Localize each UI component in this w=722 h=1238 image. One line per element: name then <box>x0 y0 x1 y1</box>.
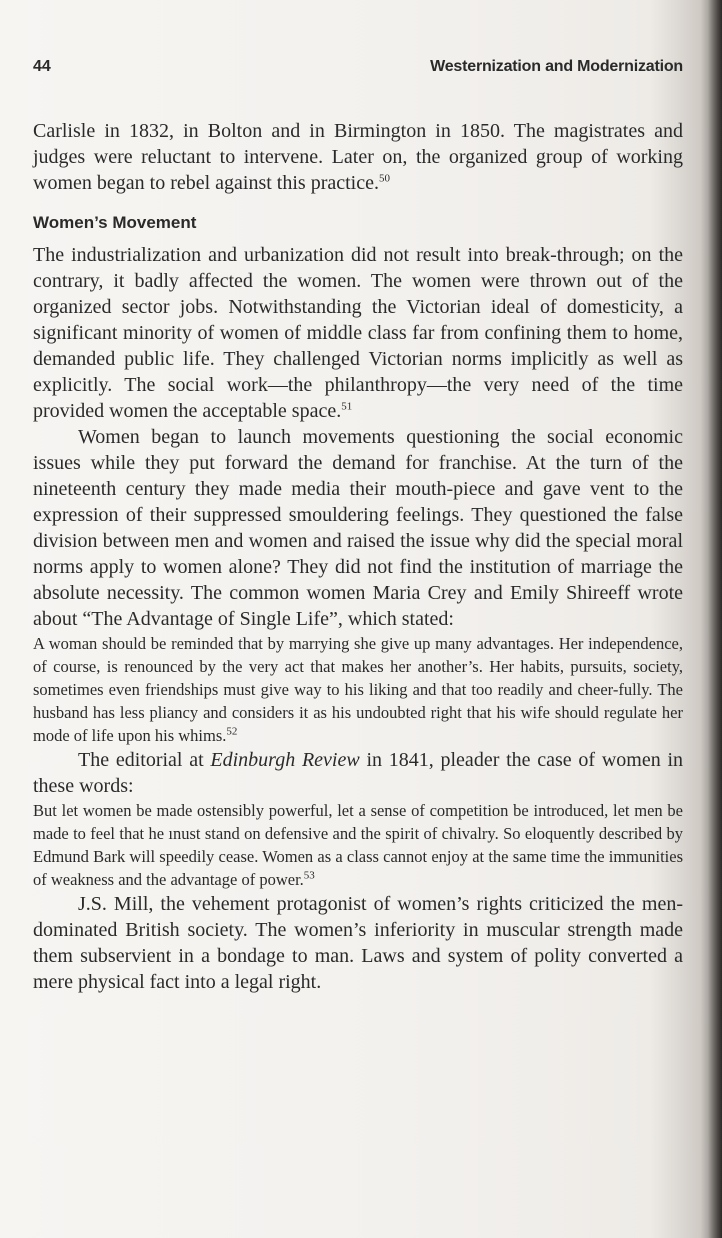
paragraph-5-text: J.S. Mill, the vehement protagonist of women’s rights criticized the men-dominated British society. The women’s inferiority in muscular strength made them subservient in a bondage to man. Laws and system of polity converted a mere physical fact into a legal right. <box>33 893 683 993</box>
page-number: 44 <box>33 58 51 75</box>
footnote-ref-52: 52 <box>226 725 238 738</box>
paragraph-5 <box>33 891 683 995</box>
paragraph-4-rest: in 1841, pleader the case of women in these words: <box>33 749 684 797</box>
footnote-ref-51: 51 <box>341 400 353 413</box>
paragraph-4-lead: The editorial at <box>78 749 211 771</box>
paragraph-3-text: Women began to launch movements questioning the social economic issues while they put forward the demand for franchise. At the turn of the nineteenth century they made media their mouth-piece and gave vent to the expression of their suppressed smouldering feelings. They questioned the false division between men and women and raised the issue why did the special moral norms apply to women alone? They did not find the institution of marriage the absolute necessity. The common women Maria Crey and Emily Shireeff wrote about “The Advantage of Single Life”, which stated: <box>33 426 683 630</box>
publication-title: Edinburgh Review <box>210 749 360 771</box>
paragraph-1 <box>33 118 683 196</box>
footnote-ref-50: 50 <box>379 172 390 185</box>
page-edge-shadow <box>708 0 722 1238</box>
paragraph-3 <box>33 424 683 632</box>
paragraph-2 <box>33 242 683 424</box>
paragraph-4 <box>33 747 683 799</box>
running-head: Westernization and Modernization <box>430 58 683 75</box>
paragraph-2-text: The industrialization and urbanization did not result into break-through; on the contrary, it badly affected the women. The women were thrown out of the organized sector jobs. Notwithstanding the Victorian ideal of domesticity, a significant minority of women of middle class far from confining them to home, demanded public life. They challenged Victorian norms implicitly as well as explicitly. The social work—the philanthropy—the very need of the time provided women the acceptable space. <box>33 244 683 422</box>
block-quote-2-text: But let women be made ostensibly powerful, let a sense of competition be introduced, let men be made to feel that he ınust stand on defensive and the spirit of chivalry. So eloquently described by Edmund Bark will speedily cease. Women as a class cannot enjoy at the same time the immunities of weakness and the advantage of power. <box>33 801 683 889</box>
section-heading: Women’s Movement <box>33 213 197 232</box>
page-body <box>33 118 683 995</box>
block-quote-1-text: A woman should be reminded that by marrying she give up many advantages. Her independence, of course, is renounced by the very act that makes her another’s. Her habits, pursuits, society, sometimes even friendships must give way to his liking and that too readily and cheer-fully. The husband has less pliancy and considers it as his undoubted right that his wife should regulate her mode of life upon his whims. <box>33 634 683 745</box>
footnote-ref-53: 53 <box>303 869 315 882</box>
block-quote-2 <box>33 799 683 891</box>
page-header <box>33 58 683 82</box>
block-quote-1 <box>33 632 683 747</box>
paragraph-1-text: Carlisle in 1832, in Bolton and in Birmington in 1850. The magistrates and judges were reluctant to intervene. Later on, the organized group of working women began to rebel against this practice. <box>33 120 683 194</box>
